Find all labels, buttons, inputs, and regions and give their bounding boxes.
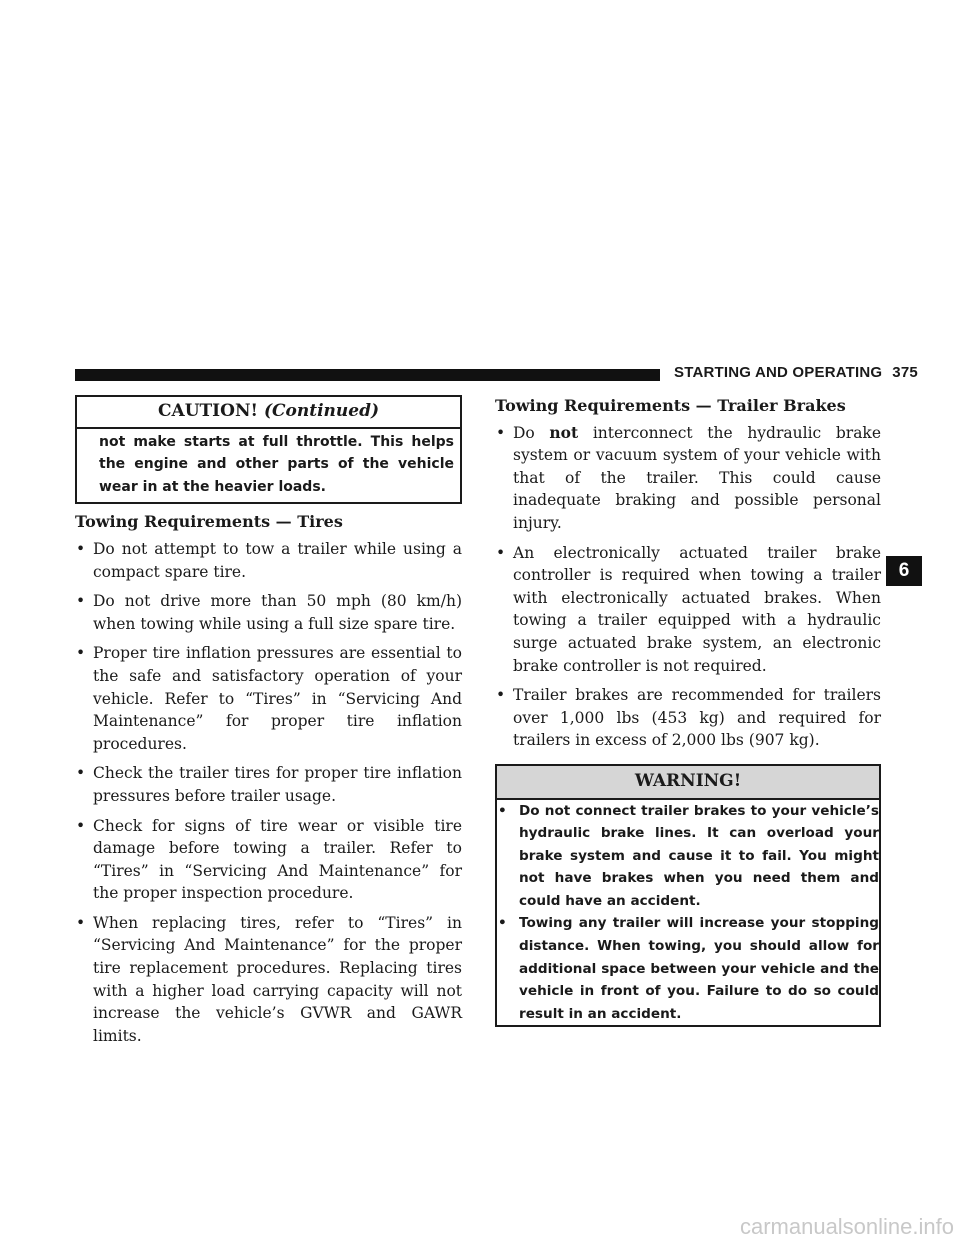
bullet-icon: • bbox=[496, 543, 506, 562]
list-item: • Do not attempt to tow a trailer while using a compact spare tire. bbox=[76, 539, 462, 581]
brakes-heading: Towing Requirements — Trailer Brakes bbox=[495, 396, 846, 415]
bullet-icon: • bbox=[76, 913, 86, 932]
caution-continued: (Continued) bbox=[263, 401, 380, 421]
bullet-icon: • bbox=[498, 802, 507, 819]
caution-title: CAUTION! bbox=[157, 401, 258, 421]
header-rule bbox=[75, 369, 660, 381]
tires-list bbox=[75, 538, 462, 1047]
list-item: • When replacing tires, refer to “Tires” in “Servicing And Maintenance” for the proper tire replacement procedures. Replacing tires with a higher load carrying capacity will not increase the vehicle’s GVWR and GAWR limits. bbox=[76, 913, 462, 1045]
list-item: • Do not connect trailer brakes to your vehicle’s hydraulic brake lines. It can overload your brake system and cause it to fail. You might not have brakes when you need them and could have an accident. bbox=[497, 800, 879, 913]
warning-title: WARNING! bbox=[497, 766, 879, 800]
list-item: • Check the trailer tires for proper tire inflation pressures before trailer usage. bbox=[76, 764, 462, 805]
list-item: • Towing any trailer will increase your stopping distance. When towing, you should allow for additional space between your vehicle and the vehicle in front of you. Failure to do so could result in an accident. bbox=[497, 912, 879, 1025]
running-header bbox=[674, 364, 918, 381]
list-item: • Do not drive more than 50 mph (80 km/h) when towing while using a full size spare tire. bbox=[76, 592, 462, 633]
bullet-icon: • bbox=[76, 816, 86, 835]
right-column bbox=[495, 395, 881, 1027]
warning-box bbox=[495, 764, 881, 1028]
list-item: • Proper tire inflation pressures are essential to the safe and satisfactory operation of your vehicle. Refer to “Tires” in “Servicing And Maintenance” for proper tire inflation procedures. bbox=[76, 644, 462, 753]
caution-text: not make starts at full throttle. This helps the engine and other parts of the vehicle wear in at the heavier loads. bbox=[99, 433, 454, 495]
warning-list bbox=[497, 800, 879, 1026]
brakes-list bbox=[495, 422, 881, 752]
page-number: 375 bbox=[892, 364, 918, 381]
chapter-tab: 6 bbox=[886, 556, 922, 586]
watermark: carmanualsonline.info bbox=[739, 1214, 954, 1239]
section-title: STARTING AND OPERATING bbox=[674, 364, 883, 381]
bullet-icon: • bbox=[498, 915, 507, 932]
bullet-icon: • bbox=[76, 539, 86, 558]
caution-box bbox=[75, 395, 462, 504]
left-column bbox=[75, 395, 462, 1054]
bullet-icon: • bbox=[76, 764, 86, 783]
list-item: • An electronically actuated trailer brake controller is required when towing a trailer with electronically actuated brakes. When towing a trailer equipped with a hydraulic surge actuated brake system, an electronic brake controller is not required. bbox=[496, 543, 881, 675]
list-item: • Check for signs of tire wear or visible tire damage before towing a trailer. Refer to “Tires” in “Servicing And Maintenance” for the proper inspection procedure. bbox=[76, 816, 462, 903]
list-item: • Do not interconnect the hydraulic brake system or vacuum system of your vehicle with that of the trailer. This could cause inadequate braking and possible personal injury. bbox=[496, 422, 881, 532]
caution-header bbox=[77, 397, 460, 429]
list-item: • Trailer brakes are recommended for trailers over 1,000 lbs (453 kg) and required for trailers in excess of 2,000 lbs (907 kg). bbox=[496, 686, 881, 750]
bullet-icon: • bbox=[496, 686, 506, 705]
tires-heading: Towing Requirements — Tires bbox=[75, 512, 343, 532]
emphasis-not: not bbox=[549, 422, 579, 442]
bullet-icon: • bbox=[76, 644, 86, 663]
bullet-icon: • bbox=[496, 423, 506, 442]
bullet-icon: • bbox=[76, 592, 86, 611]
